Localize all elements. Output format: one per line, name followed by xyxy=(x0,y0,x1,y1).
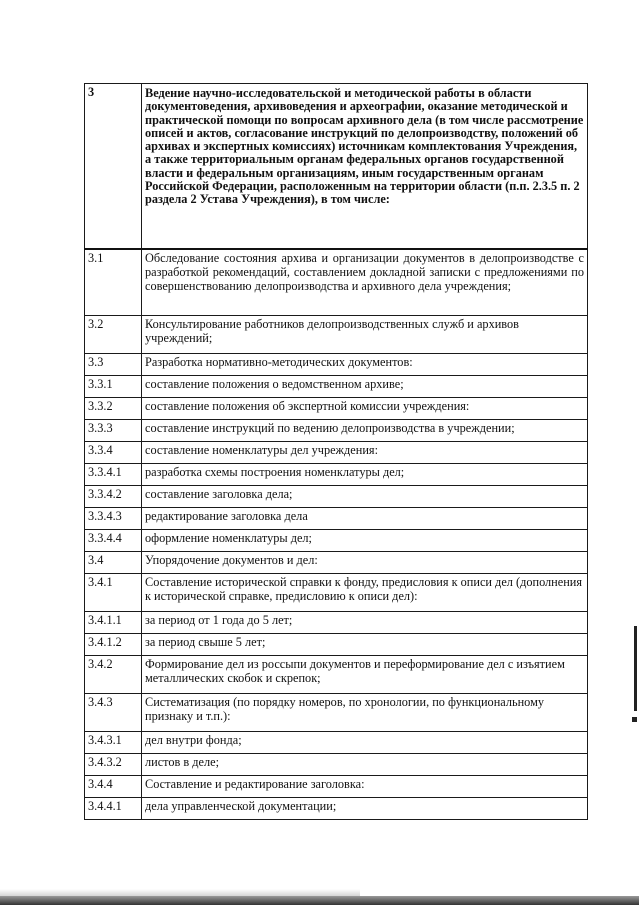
row-number: 3.3.4 xyxy=(85,442,142,464)
table-row xyxy=(85,398,588,420)
row-text: Формирование дел из россыпи документов и переформирование дел с изъятием металлических скобок и скрепок; xyxy=(142,656,588,694)
row-number: 3.4.1 xyxy=(85,574,142,612)
table-row xyxy=(85,508,588,530)
row-text: Составление исторической справки к фонду, предисловия к описи дел (дополнения к исторической справке, предисловию к описи дел): xyxy=(142,574,588,612)
table-row xyxy=(85,634,588,656)
row-text: редактирование заголовка дела xyxy=(142,508,588,530)
table-row xyxy=(85,464,588,486)
row-text: Систематизация (по порядку номеров, по хронологии, по функциональному признаку и т.п.): xyxy=(142,694,588,732)
table-row xyxy=(85,776,588,798)
services-table xyxy=(84,83,588,820)
table-row xyxy=(85,442,588,464)
table-row xyxy=(85,656,588,694)
row-number: 3.4.3.2 xyxy=(85,754,142,776)
table-row xyxy=(85,574,588,612)
row-text: за период свыше 5 лет; xyxy=(142,634,588,656)
row-text: оформление номенклатуры дел; xyxy=(142,530,588,552)
row-number: 3.4.4.1 xyxy=(85,798,142,820)
scan-edge-mark xyxy=(634,626,637,711)
row-text: за период от 1 года до 5 лет; xyxy=(142,612,588,634)
row-text: дел внутри фонда; xyxy=(142,732,588,754)
row-text: Обследование состояния архива и организации документов в делопроизводстве с разработкой рекомендаций, составлением докладной записки с предложениями по совершенствованию делопроизводства и архивного дела учреждения; xyxy=(142,249,588,316)
row-number: 3.3 xyxy=(85,354,142,376)
row-number: 3 xyxy=(85,84,142,249)
row-number: 3.3.4.2 xyxy=(85,486,142,508)
row-number: 3.3.1 xyxy=(85,376,142,398)
row-number: 3.1 xyxy=(85,249,142,316)
row-text: составление инструкций по ведению делопроизводства в учреждении; xyxy=(142,420,588,442)
table-row xyxy=(85,694,588,732)
row-number: 3.3.4.1 xyxy=(85,464,142,486)
row-text: Разработка нормативно-методических документов: xyxy=(142,354,588,376)
row-number: 3.3.4.3 xyxy=(85,508,142,530)
row-number: 3.4.3.1 xyxy=(85,732,142,754)
row-number: 3.4.4 xyxy=(85,776,142,798)
scan-edge-mark xyxy=(632,717,637,722)
table-row xyxy=(85,354,588,376)
row-text: Упорядочение документов и дел: xyxy=(142,552,588,574)
table-row xyxy=(85,552,588,574)
table-row xyxy=(85,754,588,776)
row-number: 3.4 xyxy=(85,552,142,574)
row-number: 3.4.1.2 xyxy=(85,634,142,656)
row-text: разработка схемы построения номенклатуры дел; xyxy=(142,464,588,486)
table-row xyxy=(85,376,588,398)
row-text: составление заголовка дела; xyxy=(142,486,588,508)
table-row xyxy=(85,249,588,316)
row-text: Консультирование работников делопроизводственных служб и архивов учреждений; xyxy=(142,316,588,354)
table-row xyxy=(85,798,588,820)
row-number: 3.4.1.1 xyxy=(85,612,142,634)
table-row xyxy=(85,420,588,442)
row-number: 3.3.4.4 xyxy=(85,530,142,552)
table-row xyxy=(85,486,588,508)
row-number: 3.3.2 xyxy=(85,398,142,420)
table-row xyxy=(85,530,588,552)
row-number: 3.4.3 xyxy=(85,694,142,732)
row-number: 3.4.2 xyxy=(85,656,142,694)
row-text: составление положения о ведомственном архиве; xyxy=(142,376,588,398)
table-row xyxy=(85,732,588,754)
row-text: Составление и редактирование заголовка: xyxy=(142,776,588,798)
row-text: листов в деле; xyxy=(142,754,588,776)
row-text: Ведение научно-исследовательской и методической работы в области документоведения, архивоведения и археографии, оказание методической и практической помощи по вопросам архивного дела (в том числе рассмотрение описей и актов, согласование инструкций по делопроизводству, положений об архивах и экспертных комиссиях) источникам комплектования Учреждения, а также территориальным органам федеральных органов государственной власти и федеральным организациям, иным государственным органам Российской Федерации, расположенным на территории области (п.п. 2.3.5 п. 2 раздела 2 Устава Учреждения), в том числе: xyxy=(142,84,588,249)
scan-shadow xyxy=(0,896,639,905)
row-text: составление положения об экспертной комиссии учреждения: xyxy=(142,398,588,420)
row-number: 3.3.3 xyxy=(85,420,142,442)
table-row xyxy=(85,316,588,354)
row-text: составление номенклатуры дел учреждения: xyxy=(142,442,588,464)
table-row xyxy=(85,84,588,249)
row-text: дела управленческой документации; xyxy=(142,798,588,820)
row-number: 3.2 xyxy=(85,316,142,354)
table-row xyxy=(85,612,588,634)
